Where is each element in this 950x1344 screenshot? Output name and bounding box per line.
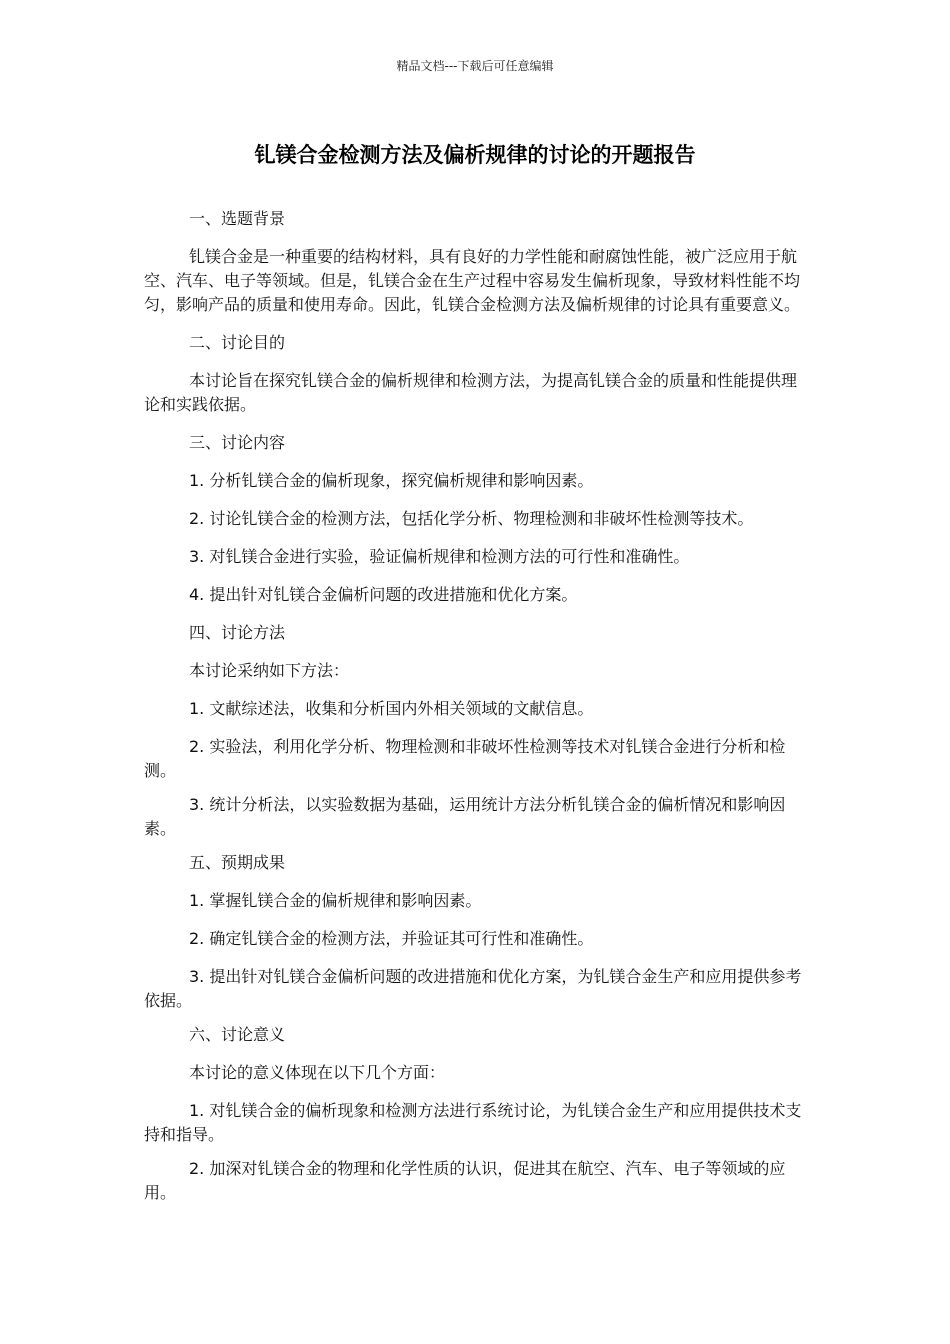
page-header-note: 精品文档---下载后可任意编辑 [396,59,554,73]
list-item: 3. 提出针对钆镁合金偏析问题的改进措施和优化方案，为钆镁合金生产和应用提供参考依据。 [144,967,802,1010]
list-item: 4. 提出针对钆镁合金偏析问题的改进措施和优化方案。 [189,585,578,604]
list-item: 2. 确定钆镁合金的检测方法，并验证其可行性和准确性。 [189,929,594,948]
list-item: 3. 统计分析法，以实验数据为基础，运用统计方法分析钆镁合金的偏析情况和影响因素。 [144,795,786,838]
list-item: 1. 掌握钆镁合金的偏析规律和影响因素。 [189,891,482,910]
section-heading-background: 一、选题背景 [189,209,286,228]
list-item: 2. 加深对钆镁合金的物理和化学性质的认识，促进其在航空、汽车、电子等领域的应用。 [144,1159,786,1202]
section-heading-significance: 六、讨论意义 [189,1025,286,1044]
paragraph-purpose: 本讨论旨在探究钆镁合金的偏析规律和检测方法，为提高钆镁合金的质量和性能提供理论和实践依据。 [144,371,798,414]
paragraph-background: 钆镁合金是一种重要的结构材料，具有良好的力学性能和耐腐蚀性能，被广泛应用于航空、汽车、电子等领域。但是，钆镁合金在生产过程中容易发生偏析现象，导致材料性能不均匀，影响产品的质量和使用寿命。因此，钆镁合金检测方法及偏析规律的讨论具有重要意义。 [144,247,801,314]
document-body [144,207,808,1205]
list-item: 2. 实验法，利用化学分析、物理检测和非破坏性检测等技术对钆镁合金进行分析和检测。 [144,737,786,780]
document-title: 钆镁合金检测方法及偏析规律的讨论的开题报告 [254,143,696,167]
section-heading-purpose: 二、讨论目的 [189,333,286,352]
section-heading-method: 四、讨论方法 [189,623,286,642]
list-item: 3. 对钆镁合金进行实验，验证偏析规律和检测方法的可行性和准确性。 [189,547,690,566]
list-item: 1. 文献综述法，收集和分析国内外相关领域的文献信息。 [189,699,594,718]
list-item: 1. 对钆镁合金的偏析现象和检测方法进行系统讨论，为钆镁合金生产和应用提供技术支持和指导。 [144,1101,802,1144]
section-heading-content: 三、讨论内容 [189,433,286,452]
section-heading-results: 五、预期成果 [189,853,286,872]
paragraph-method-intro: 本讨论采纳如下方法： [189,661,350,680]
list-item: 1. 分析钆镁合金的偏析现象，探究偏析规律和影响因素。 [189,471,594,490]
list-item: 2. 讨论钆镁合金的检测方法，包括化学分析、物理检测和非破坏性检测等技术。 [189,509,754,528]
paragraph-significance-intro: 本讨论的意义体现在以下几个方面： [189,1063,446,1082]
